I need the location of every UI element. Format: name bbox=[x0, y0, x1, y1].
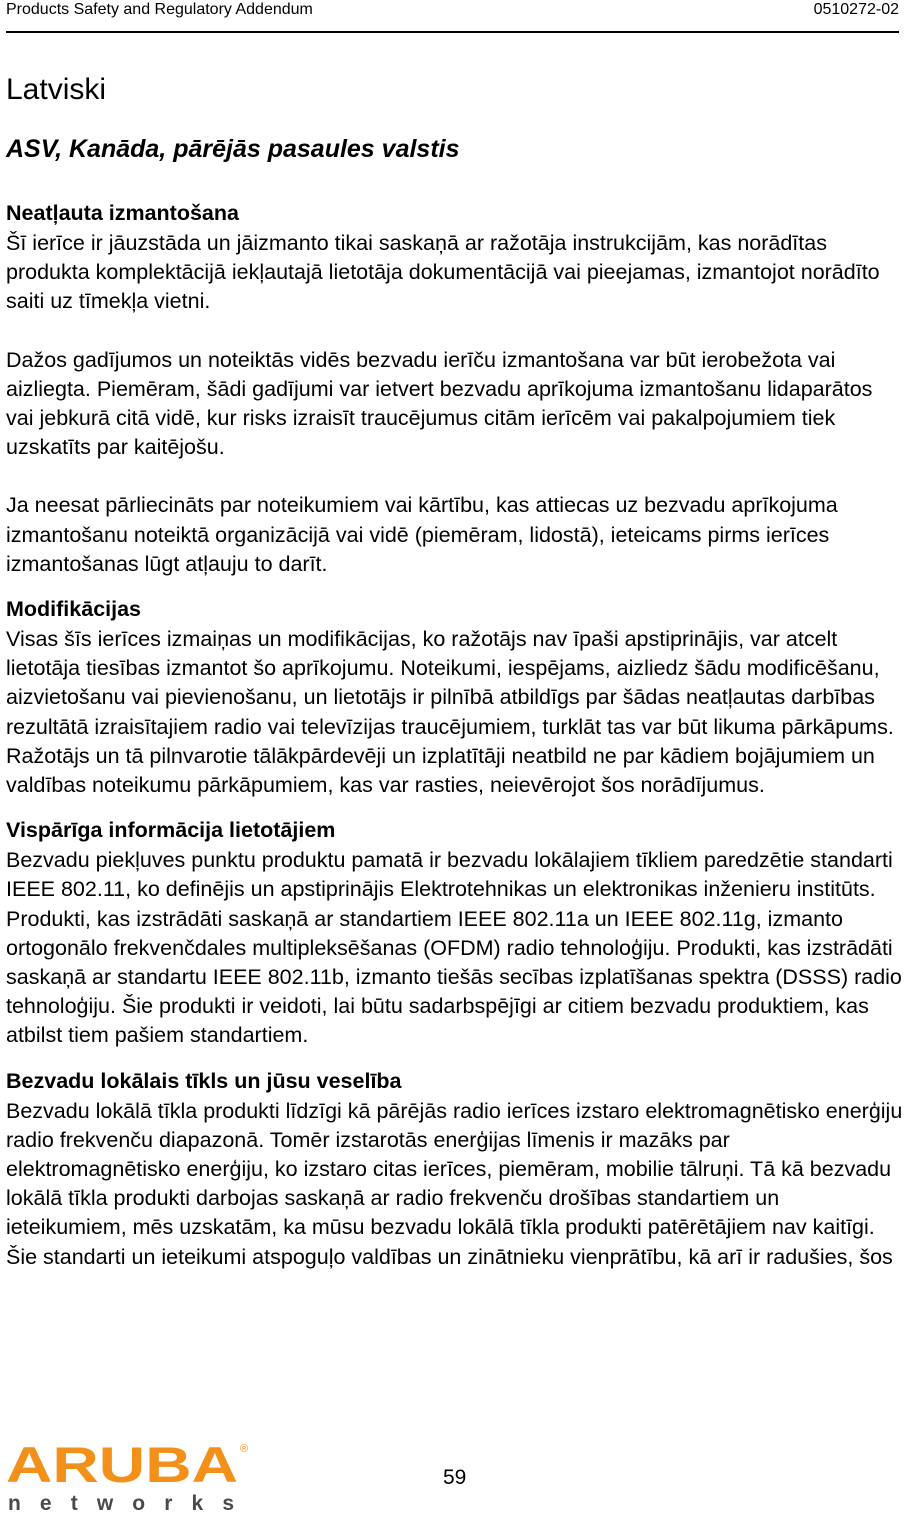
paragraph: Ja neesat pārliecināts par noteikumiem vai kārtību, kas attiecas uz bezvadu aprīkojuma izmantošanu noteiktā organizācijā vai vidē (piemēram, lidostā), ieteicams pirms ierīces izmantošanas lūgt atļauju to darīt. bbox=[6, 493, 838, 576]
page-number: 59 bbox=[443, 1466, 467, 1489]
page-content bbox=[6, 68, 903, 1272]
aruba-networks-logo bbox=[4, 1437, 254, 1515]
section-heading-modifications: Modifikācijas bbox=[6, 597, 142, 622]
paragraph: Šī ierīce ir jāuzstāda un jāizmanto tikai saskaņā ar ražotāja instrukcijām, kas norādītas produkta komplektācijā iekļautajā lietotāja dokumentācijā vai pieejamas, izmantojot norādīto saiti uz tīmekļa vietni. bbox=[6, 231, 880, 314]
section-heading-general-info: Vispārīga informācija lietotājiem bbox=[6, 818, 336, 843]
logo-subtext: networks bbox=[8, 1492, 235, 1515]
document-number: 0510272-02 bbox=[813, 1, 899, 18]
paragraph: Dažos gadījumos un noteiktās vidēs bezvadu ierīču izmantošana var būt ierobežota vai aizliegta. Piemēram, šādi gadījumi var ietvert bezvadu aprīkojuma izmantošanu lidaparātos vai jebkurā citā vidē, kur risks izraisīt traucējumus citām ierīcēm vai pakalpojumiem tiek uzskatīts par kaitējošu. bbox=[6, 347, 873, 460]
logo-wordmark: ARUBA bbox=[6, 1437, 238, 1493]
logo-registered-mark: ® bbox=[240, 1443, 249, 1455]
region-heading: ASV, Kanāda, pārējās pasaules valstis bbox=[6, 135, 460, 163]
page-header bbox=[6, 0, 899, 33]
paragraph: Visas šīs ierīces izmaiņas un modifikācijas, ko ražotājs nav īpaši apstiprinājis, var atcelt lietotāja tiesības izmantot šo aprīkojumu. Noteikumi, iespējams, aizliedz šādu modificēšanu, aizvietošanu vai pievienošanu, un lietotājs ir pilnībā atbildīgs par šādas neatļautas darbības rezultātā izraisītajiem radio vai televīzijas traucējumiem, turklāt tas var būt likuma pārkāpums. Ražotājs un tā pilnvarotie tālākpārdevēji un izplatītāji neatbild ne par kādiem bojājumiem un valdības noteikumu pārkāpumiem, kas var rasties, neievērojot šos norādījumus. bbox=[6, 627, 894, 798]
section-heading-wlan-health: Bezvadu lokālais tīkls un jūsu veselība bbox=[6, 1068, 402, 1093]
document-title: Products Safety and Regulatory Addendum bbox=[6, 1, 313, 18]
paragraph: Bezvadu lokālā tīkla produkti līdzīgi kā pārējās radio ierīces izstaro elektromagnētisko enerģiju radio frekvenču diapazonā. Tomēr izstarotās enerģijas līmenis ir mazāks par elektromagnētisko enerģiju, ko izstaro citas ierīces, piemēram, mobilie tālruņi. Tā kā bezvadu lokālā tīkla produkti darbojas saskaņā ar radio frekvenču drošības standartiem un ieteikumiem, mēs uzskatām, ka mūsu bezvadu lokālā tīkla produkti patērētājiem nav kaitīgi. Šie standarti un ieteikumi atspoguļo valdības un zinātnieku vienprātību, kā arī ir radušies, šos bbox=[6, 1098, 903, 1269]
paragraph: Bezvadu piekļuves punktu produktu pamatā ir bezvadu lokālajiem tīkliem paredzētie standarti IEEE 802.11, ko definējis un apstiprinājis Elektrotehnikas un elektronikas inženieru institūts. Produkti, kas izstrādāti saskaņā ar standartiem IEEE 802.11a un IEEE 802.11g, izmanto ortogonālo frekvenčdales multipleksēšanas (OFDM) radio tehnoloģiju. Produkti, kas izstrādāti saskaņā ar standartu IEEE 802.11b, izmanto tiešās secības izplatīšanas spektra (DSSS) radio tehnoloģiju. Šie produkti ir veidoti, lai būtu sadarbspējīgi ar citiem bezvadu produktiem, kas atbilst tiem pašiem standartiem. bbox=[6, 848, 902, 1048]
section-heading-unauthorized-use: Neatļauta izmantošana bbox=[6, 201, 239, 225]
language-heading: Latviski bbox=[6, 73, 107, 106]
